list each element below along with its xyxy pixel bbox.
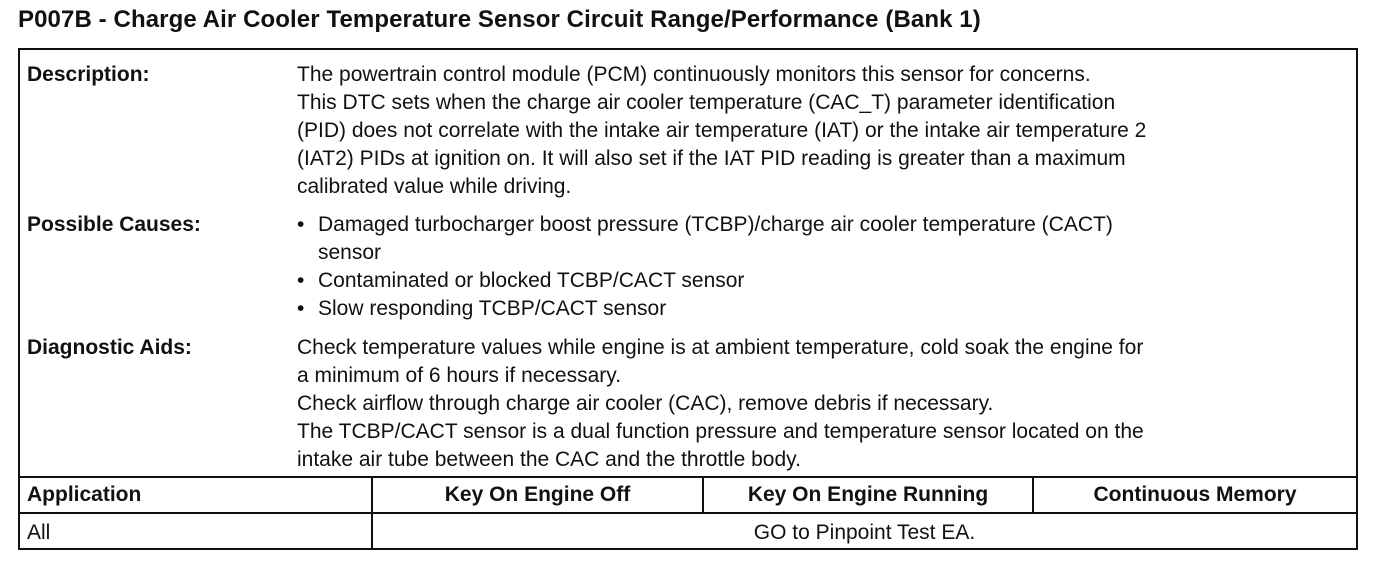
header-continuous-memory: Continuous Memory (1093, 483, 1297, 506)
cause-item (297, 267, 1346, 295)
cause-item-continuation (297, 239, 1346, 267)
description-line: (PID) does not correlate with the intake air temperature (IAT) or the intake air temperature 2 (297, 119, 1147, 142)
diagnostic-aids-line: a minimum of 6 hours if necessary. (297, 364, 622, 387)
cell-application-value: All (27, 521, 51, 544)
bullet-icon: • (297, 297, 305, 320)
cause-text: Slow responding TCBP/CACT sensor (318, 297, 667, 320)
possible-causes-label: Possible Causes: (27, 213, 201, 236)
dtc-info-box (18, 48, 1358, 550)
application-table (20, 476, 1356, 548)
dtc-title: P007B - Charge Air Cooler Temperature Sensor Circuit Range/Performance (Bank 1) (18, 6, 981, 33)
diagnostic-aids-line: intake air tube between the CAC and the throttle body. (297, 448, 801, 471)
cause-text: Contaminated or blocked TCBP/CACT sensor (318, 269, 745, 292)
diagnostic-aids-line: The TCBP/CACT sensor is a dual function pressure and temperature sensor located on the (297, 420, 1144, 443)
description-line: (IAT2) PIDs at ignition on. It will also set if the IAT PID reading is greater than a maximum (297, 147, 1126, 170)
header-key-on-engine-running: Key On Engine Running (747, 483, 989, 506)
cause-item (297, 295, 1346, 323)
diagnostic-aids-line: Check temperature values while engine is at ambient temperature, cold soak the engine for (297, 336, 1144, 359)
bullet-icon: • (297, 269, 305, 292)
cause-item (297, 211, 1346, 239)
bullet-icon: • (297, 213, 305, 236)
diagnostic-aids-text (297, 334, 1346, 474)
cause-text: Damaged turbocharger boost pressure (TCBP)/charge air cooler temperature (CACT) (318, 213, 1113, 236)
possible-causes-list (297, 211, 1346, 323)
header-application: Application (27, 483, 142, 506)
description-line: calibrated value while driving. (297, 175, 572, 198)
cause-text: sensor (318, 241, 382, 264)
description-text (297, 61, 1346, 201)
diagnostic-aids-label: Diagnostic Aids: (27, 336, 192, 359)
diagnostic-aids-line: Check airflow through charge air cooler (CAC), remove debris if necessary. (297, 392, 994, 415)
description-label: Description: (27, 63, 150, 86)
description-line: The powertrain control module (PCM) continuously monitors this sensor for concerns. (297, 63, 1091, 86)
cell-action-value: GO to Pinpoint Test EA. (753, 521, 976, 544)
header-key-on-engine-off: Key On Engine Off (444, 483, 631, 506)
description-line: This DTC sets when the charge air cooler temperature (CAC_T) parameter identification (297, 91, 1116, 114)
